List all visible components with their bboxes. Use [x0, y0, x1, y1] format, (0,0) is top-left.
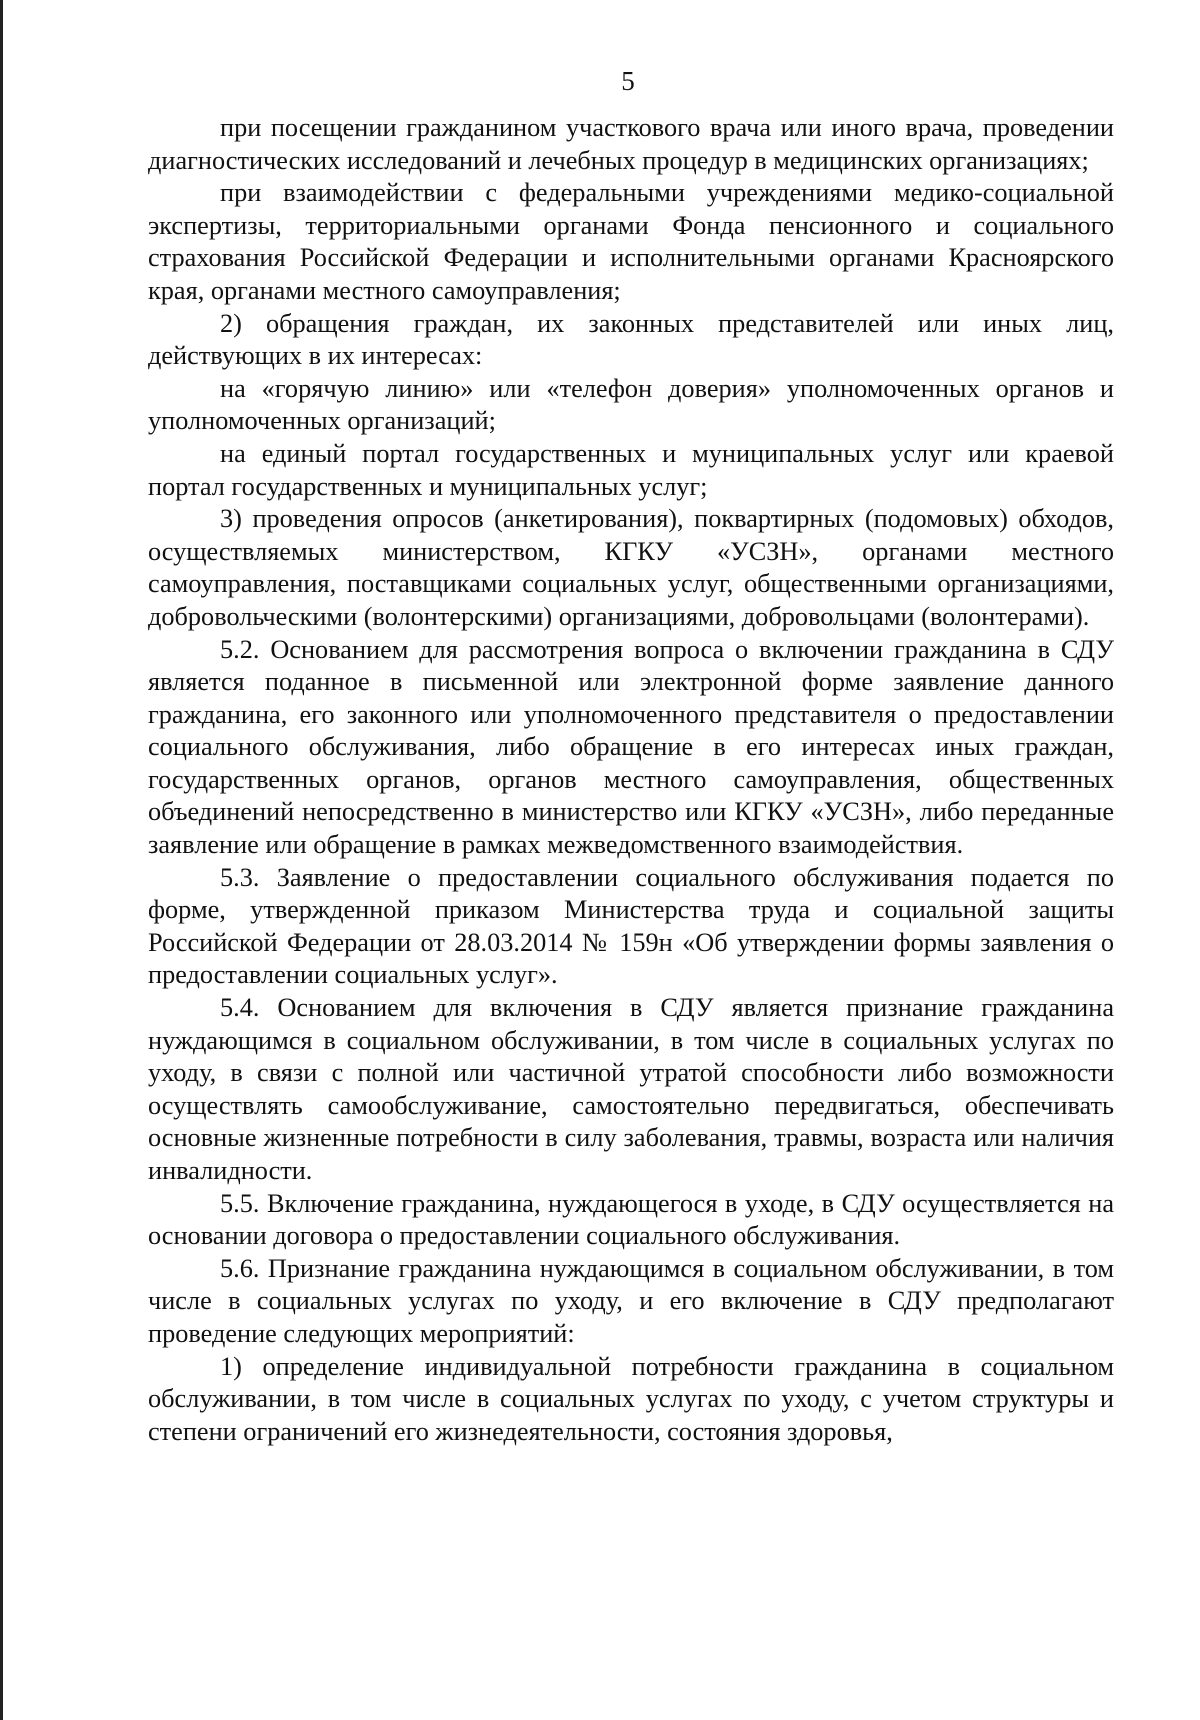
document-body	[148, 112, 1114, 1448]
paragraph: 5.6. Признание гражданина нуждающимся в социальном обслуживании, в том числе в социальных услугах по уходу, и его включение в СДУ предполагают проведение следующих мероприятий:	[148, 1253, 1114, 1348]
paragraph: 5.5. Включение гражданина, нуждающегося в уходе, в СДУ осуществляется на основании договора о предоставлении социального обслуживания.	[148, 1188, 1114, 1251]
scan-edge	[0, 0, 3, 1720]
paragraph: 5.3. Заявление о предоставлении социального обслуживания подается по форме, утвержденной приказом Министерства труда и социальной защиты Российской Федерации от 28.03.2014 № 159н «Об утверждении формы заявления о предоставлении социальных услуг».	[148, 862, 1114, 990]
paragraph: при взаимодействии с федеральными учреждениями медико-социальной экспертизы, территориальными органами Фонда пенсионного и социального страхования Российской Федерации и исполнительными органами Красноярского края, органами местного самоуправления;	[148, 178, 1114, 305]
paragraph: на единый портал государственных и муниципальных услуг или краевой портал государственных и муниципальных услуг;	[148, 438, 1114, 501]
paragraph: 5.4. Основанием для включения в СДУ является признание гражданина нуждающимся в социальном обслуживании, в том числе в социальных услугах по уходу, в связи с полной или частичной утратой способности либо возможности осуществлять самообслуживание, самостоятельно передвигаться, обеспечивать основные жизненные потребности в силу заболевания, травмы, возраста или наличия инвалидности.	[148, 993, 1114, 1185]
paragraph: при посещении гражданином участкового врача или иного врача, проведении диагностических исследований и лечебных процедур в медицинских организациях;	[148, 113, 1114, 175]
paragraph: 1) определение индивидуальной потребности гражданина в социальном обслуживании, в том числе в социальных услугах по уходу, с учетом структуры и степени ограничений его жизнедеятельности, состояния здоровья,	[148, 1351, 1114, 1446]
paragraph: 5.2. Основанием для рассмотрения вопроса о включении гражданина в СДУ является поданное в письменной или электронной форме заявление данного гражданина, его законного или уполномоченного представителя о предоставлении социального обслуживания, либо обращение в его интересах иных граждан, государственных органов, органов местного самоуправления, общественных объединений непосредственно в министерство или КГКУ «УСЗН», либо переданные заявление или обращение в рамках межведомственного взаимодействия.	[148, 634, 1114, 860]
paragraph: 3) проведения опросов (анкетирования), поквартирных (подомовых) обходов, осуществляемых министерством, КГКУ «УСЗН», органами местного самоуправления, поставщиками социальных услуг, общественными организациями, добровольческими (волонтерскими) организациями, добровольцами (волонтерами).	[148, 504, 1114, 631]
paragraph: 2) обращения граждан, их законных представителей или иных лиц, действующих в их интересах:	[148, 308, 1114, 371]
paragraph: на «горячую линию» или «телефон доверия» уполномоченных органов и уполномоченных организаций;	[148, 373, 1114, 436]
page-number: 5	[621, 66, 635, 96]
